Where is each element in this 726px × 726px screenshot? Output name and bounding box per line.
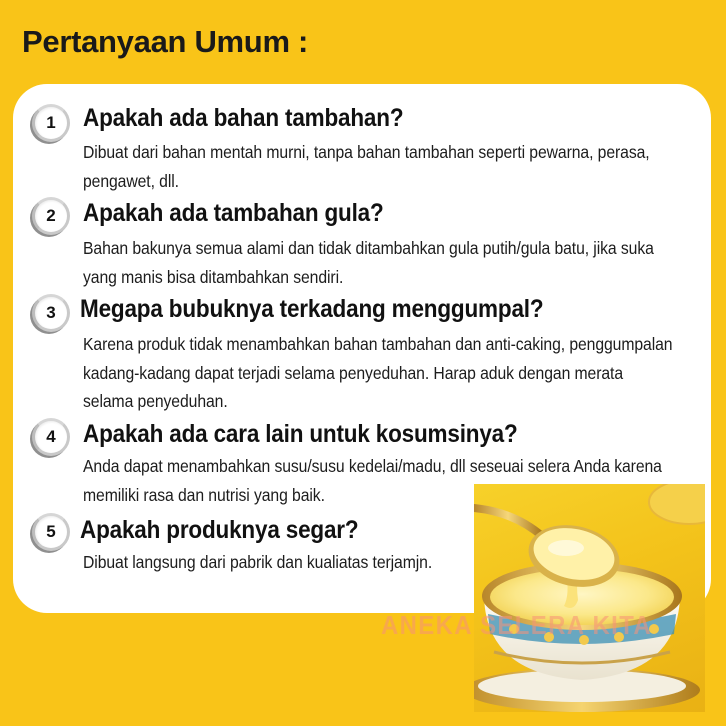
answer-4: Anda dapat menambahkan susu/susu kedelai/madu, dll seseuai selera Anda karena memiliki rasa dan nutrisi yang baik. <box>83 456 662 505</box>
page-title: Pertanyaan Umum : <box>22 24 309 59</box>
answer-5: Dibuat langsung dari pabrik dan kualiatas terjamjn. <box>83 552 433 572</box>
number-badge-2: 2 <box>32 197 70 235</box>
number-badge-4: 4 <box>32 418 70 456</box>
product-photo <box>474 484 705 712</box>
question-4: Apakah ada cara lain untuk kosumsinya? <box>83 420 518 448</box>
background-cup <box>649 484 705 524</box>
number-badge-1: 1 <box>32 104 70 142</box>
answer-1: Dibuat dari bahan mentah murni, tanpa bahan tambahan seperti pewarna, perasa, pengawet, dll. <box>83 142 650 191</box>
cup-illustration <box>474 484 705 712</box>
answer-2: Bahan bakunya semua alami dan tidak ditambahkan gula putih/gula batu, jika suka yang manis bisa ditambahkan sendiri. <box>83 238 654 287</box>
number-badge-3: 3 <box>32 294 70 332</box>
spoon-handle <box>474 508 542 536</box>
question-3: Megapa bubuknya terkadang menggumpal? <box>80 295 544 323</box>
question-2: Apakah ada tambahan gula? <box>83 199 384 227</box>
spoon-highlight <box>548 540 584 556</box>
question-5: Apakah produknya segar? <box>80 516 359 544</box>
number-badge-5: 5 <box>32 513 70 551</box>
answer-3: Karena produk tidak menambahkan bahan tambahan dan anti-caking, penggumpalan kadang-kadang dapat terjadi selama penyeduhan. Harap aduk dengan merata selama penyeduhan. <box>83 334 673 411</box>
question-1: Apakah ada bahan tambahan? <box>83 104 404 132</box>
watermark: ANEKA SELERA KITA <box>381 610 653 640</box>
